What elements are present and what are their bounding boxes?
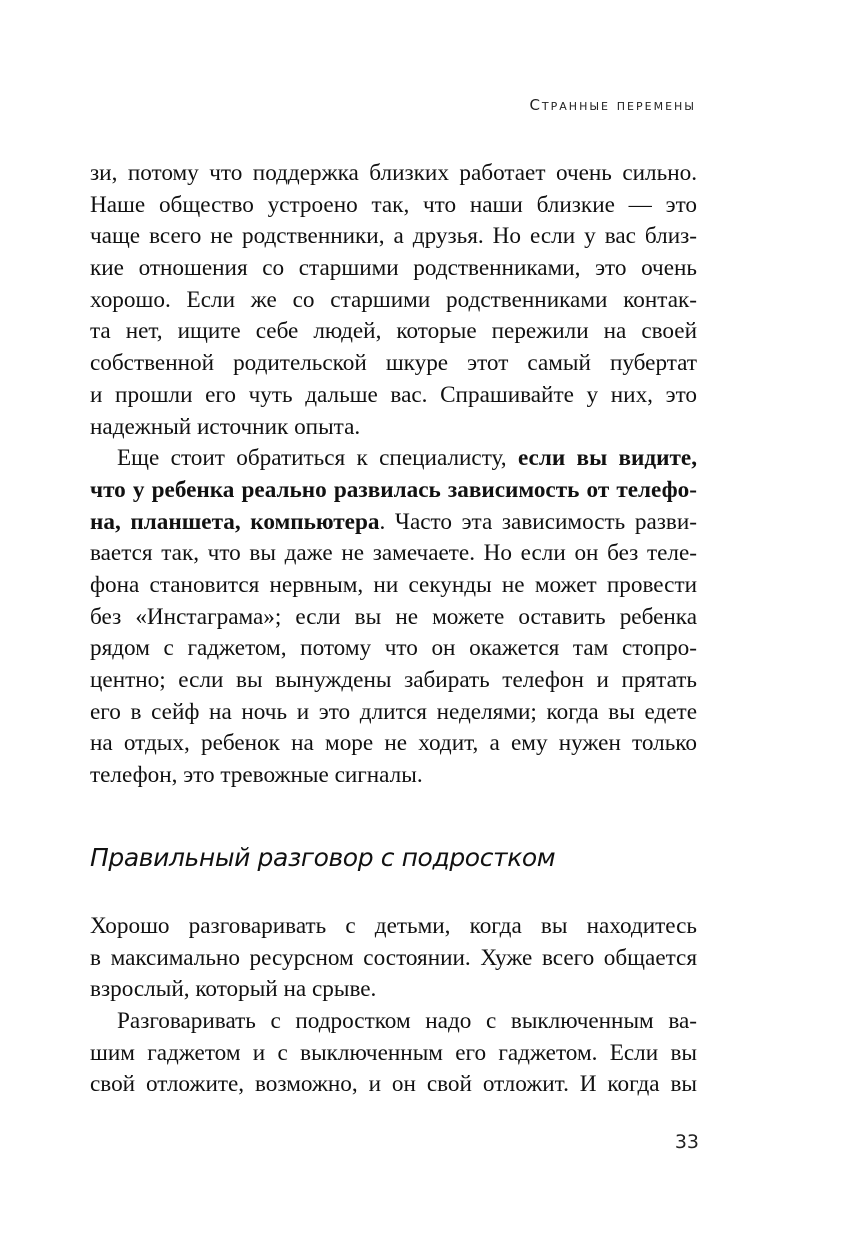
text-line: шим гаджетом и с выключенным его гаджетом. Если вы: [90, 1039, 697, 1066]
text-line: на отдых, ребенок на море не ходит, а ему нужен только: [90, 730, 697, 757]
body-text-block-1: [90, 158, 697, 792]
text-line: телефон, это тревожные сигналы.: [90, 762, 423, 789]
text-line: свой отложите, возможно, и он свой отложит. И когда вы: [90, 1071, 697, 1098]
page-number: 33: [674, 1131, 699, 1153]
text-line: кие отношения со старшими родственниками, это очень: [90, 255, 697, 282]
text-line: надежный источник опыта.: [90, 413, 361, 440]
running-header-text: Странные перемены: [529, 96, 696, 114]
text-line: зи, потому что поддержка близких работает очень сильно.: [90, 160, 697, 186]
text-line: вается так, что вы даже не замечаете. Но если он без теле-: [90, 540, 697, 567]
text-line: та нет, ищите себе людей, которые пережили на своей: [90, 318, 697, 345]
text-line: взрослый, который на срыве.: [90, 976, 377, 1003]
text-line: центно; если вы вынуждены забирать телефон и прятать: [90, 667, 697, 693]
text-line: и прошли его чуть дальше вас. Спрашивайте у них, это: [90, 381, 697, 408]
running-header: [529, 96, 696, 114]
text-line: фона становится нервным, ни секунды не может провести: [90, 571, 697, 598]
section-heading: Правильный разговор с подростком: [90, 843, 556, 872]
text-line: его в сейф на ночь и это длится неделями; когда вы едете: [90, 698, 697, 725]
body-text-block-2: [90, 911, 697, 1101]
text-line: собственной родительской шкуре этот самый пубертат: [90, 350, 697, 377]
text-line: чаще всего не родственники, а друзья. Но если у вас близ-: [90, 223, 697, 250]
text-line: без «Инстаграма»; если вы не можете оставить ребенка: [90, 603, 697, 630]
text-line: [90, 443, 697, 475]
text-line: Разговаривать с подростком надо с выключенным ва-: [117, 1008, 697, 1035]
bold-text-line: что у ребенка реально развилась зависимость от телефо-: [90, 476, 697, 503]
text-line: в максимально ресурсном состоянии. Хуже всего общается: [90, 944, 697, 971]
text-line: рядом с гаджетом, потому что он окажется там стопро-: [90, 635, 697, 662]
text-run: . Часто эта зависимость разви-: [379, 508, 697, 535]
text-run: Еще стоит обратиться к специалисту,: [117, 445, 518, 472]
text-line: Наше общество устроено так, что наши близкие — это: [90, 191, 697, 218]
bold-run: если вы видите,: [517, 445, 697, 472]
bold-run: на, планшета, компьютера: [90, 508, 380, 535]
text-line: [90, 507, 697, 539]
text-line: хорошо. Если же со старшими родственниками контак-: [90, 286, 697, 313]
text-line: Хорошо разговаривать с детьми, когда вы находитесь: [90, 913, 697, 939]
